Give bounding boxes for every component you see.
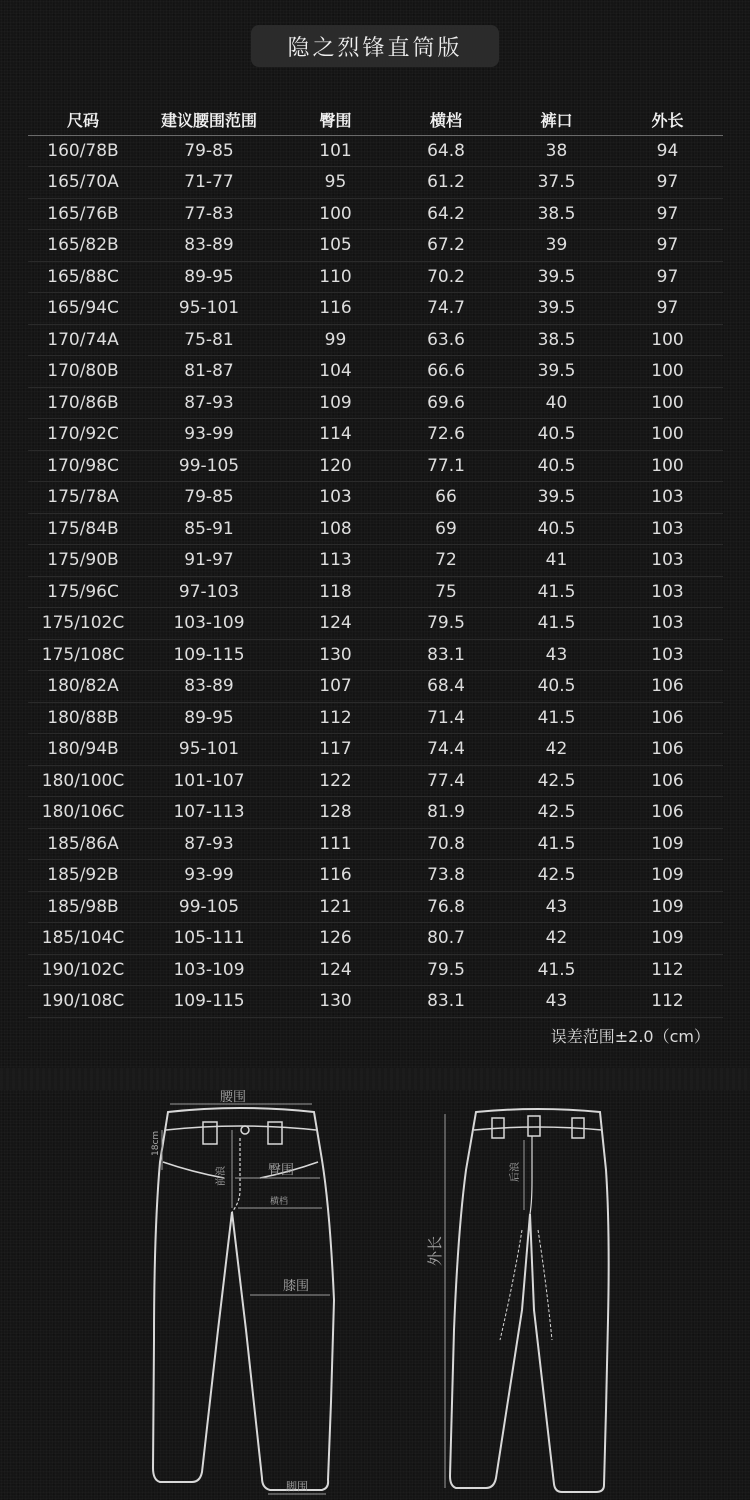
cell-size: 170/92C [28, 419, 138, 451]
table-row [28, 671, 723, 703]
cell-hem: 39.5 [501, 482, 612, 514]
cell-size: 165/82B [28, 230, 138, 262]
table-row [28, 513, 723, 545]
cell-outseam: 106 [612, 671, 723, 703]
cell-outseam: 103 [612, 513, 723, 545]
cell-hip: 126 [280, 923, 391, 955]
divider-band [0, 1068, 750, 1090]
cell-hip: 103 [280, 482, 391, 514]
cell-outseam: 106 [612, 734, 723, 766]
cell-size: 175/108C [28, 639, 138, 671]
front-left-pocket [163, 1162, 224, 1178]
cell-hem: 40.5 [501, 513, 612, 545]
cell-hem: 41.5 [501, 828, 612, 860]
cell-waist-range: 87-93 [138, 387, 280, 419]
table-row [28, 576, 723, 608]
cell-size: 170/80B [28, 356, 138, 388]
cell-hem: 42 [501, 923, 612, 955]
table-row [28, 450, 723, 482]
cell-waist-range: 77-83 [138, 198, 280, 230]
cell-outseam: 109 [612, 860, 723, 892]
back-labels [426, 1162, 521, 1266]
cell-crotch: 76.8 [391, 891, 501, 923]
table-header-row [28, 105, 723, 135]
cell-size: 180/82A [28, 671, 138, 703]
cell-size: 180/94B [28, 734, 138, 766]
cell-waist-range: 83-89 [138, 671, 280, 703]
cell-hip: 95 [280, 167, 391, 199]
crotch-label: 横档 [270, 1197, 289, 1207]
cell-hip: 105 [280, 230, 391, 262]
cell-waist-range: 81-87 [138, 356, 280, 388]
cell-hip: 130 [280, 986, 391, 1018]
cell-hem: 43 [501, 986, 612, 1018]
cell-size: 170/74A [28, 324, 138, 356]
table-row [28, 608, 723, 640]
cell-outseam: 100 [612, 356, 723, 388]
header-hem: 裤口 [501, 105, 612, 135]
cell-waist-range: 89-95 [138, 702, 280, 734]
cell-outseam: 97 [612, 261, 723, 293]
cell-waist-range: 91-97 [138, 545, 280, 577]
cell-outseam: 109 [612, 891, 723, 923]
header-hip: 臀围 [280, 105, 391, 135]
title-wrap [0, 25, 750, 67]
cell-waist-range: 107-113 [138, 797, 280, 829]
cell-hem: 38 [501, 135, 612, 167]
header-crotch: 横档 [391, 105, 501, 135]
back-yoke-seam [530, 1136, 532, 1214]
cell-size: 160/78B [28, 135, 138, 167]
header-waist-range: 建议腰围范围 [138, 105, 280, 135]
cell-size: 165/88C [28, 261, 138, 293]
cell-outseam: 103 [612, 482, 723, 514]
table-row [28, 482, 723, 514]
cell-crotch: 69 [391, 513, 501, 545]
cell-size: 185/86A [28, 828, 138, 860]
table-row [28, 891, 723, 923]
waist-label: 腰围 [220, 1090, 247, 1105]
cell-hem: 40 [501, 387, 612, 419]
cell-outseam: 97 [612, 198, 723, 230]
cell-size: 175/96C [28, 576, 138, 608]
cell-size: 175/90B [28, 545, 138, 577]
cell-waist-range: 109-115 [138, 639, 280, 671]
cell-crotch: 74.4 [391, 734, 501, 766]
back-belt-loop-center [528, 1116, 540, 1136]
cell-size: 180/88B [28, 702, 138, 734]
hem-label: 脚围 [286, 1480, 308, 1493]
cell-outseam: 112 [612, 986, 723, 1018]
outseam-label: 外长 [426, 1235, 444, 1266]
cell-hip: 108 [280, 513, 391, 545]
cell-hip: 101 [280, 135, 391, 167]
table-row [28, 387, 723, 419]
cell-crotch: 72.6 [391, 419, 501, 451]
table-row [28, 167, 723, 199]
cell-waist-range: 87-93 [138, 828, 280, 860]
cell-waist-range: 93-99 [138, 419, 280, 451]
cell-hem: 40.5 [501, 450, 612, 482]
header-size: 尺码 [28, 105, 138, 135]
size-table [28, 105, 723, 1018]
cell-crotch: 66.6 [391, 356, 501, 388]
cell-crotch: 66 [391, 482, 501, 514]
cell-waist-range: 93-99 [138, 860, 280, 892]
cell-hip: 128 [280, 797, 391, 829]
header-outseam: 外长 [612, 105, 723, 135]
cell-outseam: 106 [612, 765, 723, 797]
cell-outseam: 100 [612, 324, 723, 356]
cell-hem: 41.5 [501, 576, 612, 608]
back-waistband [474, 1127, 602, 1130]
back-inseam-stitch-right [538, 1230, 552, 1340]
table-row [28, 356, 723, 388]
table-row [28, 293, 723, 325]
cell-hip: 116 [280, 860, 391, 892]
table-body [28, 135, 723, 1017]
cell-outseam: 94 [612, 135, 723, 167]
table-row [28, 419, 723, 451]
cell-size: 170/86B [28, 387, 138, 419]
cell-waist-range: 79-85 [138, 135, 280, 167]
cell-waist-range: 103-109 [138, 954, 280, 986]
cell-crotch: 64.2 [391, 198, 501, 230]
tolerance-note: 误差范围±2.0（cm） [550, 1027, 710, 1046]
cell-size: 185/92B [28, 860, 138, 892]
cell-crotch: 73.8 [391, 860, 501, 892]
cell-hem: 41.5 [501, 954, 612, 986]
cell-crotch: 69.6 [391, 387, 501, 419]
cell-outseam: 103 [612, 608, 723, 640]
cell-crotch: 83.1 [391, 986, 501, 1018]
cell-waist-range: 89-95 [138, 261, 280, 293]
cell-waist-range: 105-111 [138, 923, 280, 955]
cell-waist-range: 95-101 [138, 293, 280, 325]
cell-outseam: 100 [612, 387, 723, 419]
cell-hem: 42.5 [501, 797, 612, 829]
table-row [28, 198, 723, 230]
cell-size: 180/100C [28, 765, 138, 797]
cell-hip: 121 [280, 891, 391, 923]
cell-size: 175/78A [28, 482, 138, 514]
cell-outseam: 97 [612, 167, 723, 199]
back-rise-label: 后浪 [510, 1162, 521, 1182]
pocket-label: 18cm [151, 1130, 161, 1156]
cell-hip: 107 [280, 671, 391, 703]
cell-crotch: 63.6 [391, 324, 501, 356]
cell-crotch: 83.1 [391, 639, 501, 671]
front-belt-loop-right [268, 1122, 282, 1144]
cell-crotch: 67.2 [391, 230, 501, 262]
cell-outseam: 106 [612, 702, 723, 734]
cell-crotch: 77.1 [391, 450, 501, 482]
cell-waist-range: 97-103 [138, 576, 280, 608]
cell-waist-range: 103-109 [138, 608, 280, 640]
cell-hip: 100 [280, 198, 391, 230]
cell-outseam: 100 [612, 450, 723, 482]
back-pants-outline [450, 1109, 609, 1492]
table-row [28, 923, 723, 955]
cell-hip: 118 [280, 576, 391, 608]
cell-waist-range: 95-101 [138, 734, 280, 766]
cell-crotch: 77.4 [391, 765, 501, 797]
cell-hip: 112 [280, 702, 391, 734]
cell-hem: 39.5 [501, 293, 612, 325]
cell-hem: 40.5 [501, 419, 612, 451]
cell-hip: 117 [280, 734, 391, 766]
table-row [28, 324, 723, 356]
cell-outseam: 97 [612, 230, 723, 262]
cell-hip: 130 [280, 639, 391, 671]
cell-crotch: 71.4 [391, 702, 501, 734]
cell-hem: 42 [501, 734, 612, 766]
front-button [241, 1126, 249, 1134]
cell-waist-range: 109-115 [138, 986, 280, 1018]
cell-crotch: 79.5 [391, 954, 501, 986]
cell-size: 175/84B [28, 513, 138, 545]
page-title: 隐之烈锋直筒版 [251, 25, 499, 67]
cell-crotch: 68.4 [391, 671, 501, 703]
cell-hem: 42.5 [501, 860, 612, 892]
cell-waist-range: 75-81 [138, 324, 280, 356]
cell-size: 190/102C [28, 954, 138, 986]
cell-outseam: 103 [612, 639, 723, 671]
cell-size: 185/104C [28, 923, 138, 955]
cell-outseam: 112 [612, 954, 723, 986]
cell-hem: 39.5 [501, 356, 612, 388]
table-row [28, 765, 723, 797]
table-row [28, 734, 723, 766]
cell-crotch: 81.9 [391, 797, 501, 829]
cell-outseam: 103 [612, 576, 723, 608]
cell-crotch: 75 [391, 576, 501, 608]
cell-outseam: 109 [612, 923, 723, 955]
cell-hip: 120 [280, 450, 391, 482]
hip-label: 臀围 [268, 1163, 295, 1178]
cell-hip: 110 [280, 261, 391, 293]
cell-hem: 41.5 [501, 702, 612, 734]
cell-waist-range: 99-105 [138, 891, 280, 923]
cell-size: 185/98B [28, 891, 138, 923]
cell-size: 180/106C [28, 797, 138, 829]
cell-hip: 116 [280, 293, 391, 325]
cell-waist-range: 71-77 [138, 167, 280, 199]
cell-hip: 124 [280, 954, 391, 986]
cell-hem: 42.5 [501, 765, 612, 797]
front-belt-loop-left [203, 1122, 217, 1144]
table-row [28, 986, 723, 1018]
cell-outseam: 109 [612, 828, 723, 860]
cell-crotch: 70.2 [391, 261, 501, 293]
cell-hem: 39.5 [501, 261, 612, 293]
cell-crotch: 74.7 [391, 293, 501, 325]
cell-hem: 41 [501, 545, 612, 577]
cell-waist-range: 83-89 [138, 230, 280, 262]
cell-hem: 40.5 [501, 671, 612, 703]
cell-hip: 114 [280, 419, 391, 451]
cell-outseam: 100 [612, 419, 723, 451]
cell-hem: 38.5 [501, 198, 612, 230]
cell-hip: 99 [280, 324, 391, 356]
cell-crotch: 64.8 [391, 135, 501, 167]
cell-waist-range: 85-91 [138, 513, 280, 545]
cell-crotch: 70.8 [391, 828, 501, 860]
front-labels [151, 1090, 309, 1493]
cell-outseam: 103 [612, 545, 723, 577]
cell-size: 165/76B [28, 198, 138, 230]
back-inseam-stitch-left [500, 1230, 522, 1340]
cell-hip: 109 [280, 387, 391, 419]
pants-diagram [0, 1090, 750, 1500]
knee-label: 膝围 [283, 1279, 310, 1294]
table-row [28, 828, 723, 860]
cell-hem: 43 [501, 891, 612, 923]
back-pants-drawing [450, 1109, 609, 1492]
table-row [28, 261, 723, 293]
cell-crotch: 80.7 [391, 923, 501, 955]
table-row [28, 639, 723, 671]
cell-hip: 104 [280, 356, 391, 388]
cell-waist-range: 101-107 [138, 765, 280, 797]
cell-crotch: 79.5 [391, 608, 501, 640]
cell-hip: 111 [280, 828, 391, 860]
cell-outseam: 97 [612, 293, 723, 325]
cell-hip: 122 [280, 765, 391, 797]
table-row [28, 545, 723, 577]
cell-hem: 39 [501, 230, 612, 262]
cell-hem: 43 [501, 639, 612, 671]
table-row [28, 797, 723, 829]
front-fly [232, 1138, 240, 1212]
cell-size: 190/108C [28, 986, 138, 1018]
front-rise-label: 前浪 [216, 1166, 227, 1186]
cell-outseam: 106 [612, 797, 723, 829]
cell-crotch: 72 [391, 545, 501, 577]
cell-hem: 37.5 [501, 167, 612, 199]
cell-hip: 124 [280, 608, 391, 640]
cell-size: 175/102C [28, 608, 138, 640]
cell-crotch: 61.2 [391, 167, 501, 199]
front-pants-drawing [153, 1108, 334, 1490]
cell-size: 165/94C [28, 293, 138, 325]
cell-hem: 41.5 [501, 608, 612, 640]
table-row [28, 860, 723, 892]
table-row [28, 230, 723, 262]
cell-hem: 38.5 [501, 324, 612, 356]
cell-hip: 113 [280, 545, 391, 577]
cell-waist-range: 79-85 [138, 482, 280, 514]
cell-size: 165/70A [28, 167, 138, 199]
cell-size: 170/98C [28, 450, 138, 482]
front-measure-lines [162, 1104, 330, 1494]
table-row [28, 135, 723, 167]
table-row [28, 954, 723, 986]
cell-waist-range: 99-105 [138, 450, 280, 482]
table-row [28, 702, 723, 734]
